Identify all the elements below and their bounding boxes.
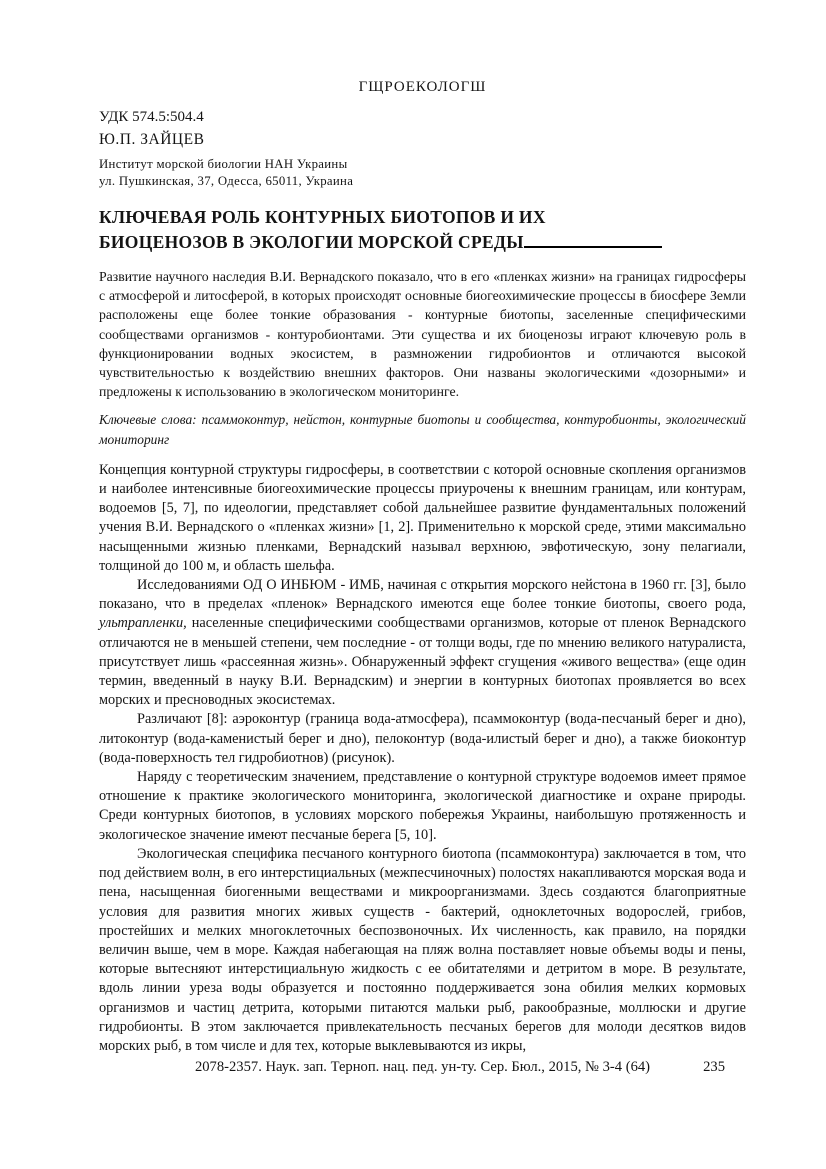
title-line-1: КЛЮЧЕВАЯ РОЛЬ КОНТУРНЫХ БИОТОПОВ И ИХ [99, 207, 546, 227]
keywords-line [99, 410, 746, 448]
affiliation-line: Институт морской биологии НАН Украины [99, 157, 348, 171]
abstract-text: Развитие научного наследия В.И. Вернадского показало, что в его «пленках жизни» на границах гидросферы с атмосферой и литосферой, в которых происходят основные биогеохимические процессы в биосфере Земли расположены еще более тонкие образования - контурные биотопы, заселенные специфическими сообществами организмов - контуробионтами. Эти существа и их биоценозы играют ключевую роль в функционировании водных экосистем, в размножении гидробионтов и отличаются высокой чувствительностью к воздействию внешних факторов. Они названы экологическими «дозорными» и предложены к использованию в экологическом мониторинге. [99, 269, 746, 400]
paragraph-sand-biotope: Экологическая специфика песчаного контурного биотопа (псаммоконтура) заключается в том, что под действием волн, в его интерстициальных (межпесчиночных) полостях накапливаются морская вода и пена, насыщенная биогенными веществами и микроорганизмами. Здесь создаются благоприятные условия для развития многих живых существ - бактерий, одноклеточных водорослей, грибов, простейших и мелких многоклеточных беспозвоночных. Их численность, как правило, на порядки величин выше, чем в море. Каждая набегающая на пляж волна поставляет новые объемы воды и пены, которые вытесняют интерстициальную жидкость с ее обитателями и детритом в море. В результате, вдоль линии уреза воды образуется и постоянно поддерживается зона обилия мелких кормовых организмов и частиц детрита, которыми питаются мальки рыб, ракообразные, моллюски и другие гидробионты. В этом заключается привлекательность песчаных берегов для молоди десятков видов морских рыб, в том числе и для тех, которые выклевываются из икры, [99, 845, 746, 1054]
article-title [99, 205, 746, 255]
page-number: 235 [703, 1059, 725, 1076]
journal-header-label: ГЩРОЕКОЛОГШ [358, 79, 487, 95]
footer-citation: 2078-2357. Наук. зап. Терноп. нац. пед. ун-ту. Сер. Бюл., 2015, № 3-4 (64) [194, 1059, 651, 1076]
title-line-2: БИОЦЕНОЗОВ В ЭКОЛОГИИ МОРСКОЙ СРЕДЫ [99, 232, 524, 252]
page-footer [99, 1058, 746, 1077]
author-name: Ю.П. ЗАЙЦЕВ [99, 131, 205, 148]
paragraph-research [99, 576, 746, 710]
udk-label: УДК 574.5:504.4 [99, 109, 204, 125]
keywords-label: Ключевые слова: [99, 412, 197, 428]
paragraph-concept: Концепция контурной структуры гидросферы, в соответствии с которой основные скопления организмов и наиболее интенсивные биогеохимические процессы приурочены к внешним границам, или контурам, водоемов [5, 7], по идеологии, представляет собой дальнейшее развитие фундаментальных положений учения В.И. Вернадского о «пленках жизни» [1, 2]. Применительно к морской среде, этими максимально насыщенными жизнью пленками, Вернадский называл верхнюю, эвфотическую, зону пелагиали, толщиной до 100 м, и область шельфа. [99, 461, 746, 574]
title-line-2-wrap [99, 230, 746, 255]
title-underline [524, 245, 662, 248]
paragraph-research-pre: Исследованиями ОД О ИНБЮМ - ИМБ, начиная с открытия морского нейстона в 1960 гг. [3], было показано, что в пределах «пленок» Вернадского имеются еще более тонкие биотопы, своего рода, [99, 577, 746, 613]
paragraph-practical-value: Наряду с теоретическим значением, представление о контурной структуре водоемов имеет прямое отношение к практике экологического мониторинга, экологической диагностике и охране природы. Среди контурных биотопов, в условиях морского побережья Украины, наибольшую протяженность и экологическое значение имеют песчаные берега [5, 10]. [99, 769, 746, 843]
address-line: ул. Пушкинская, 37, Одесса, 65011, Украина [99, 174, 354, 188]
article-body [99, 461, 746, 1056]
paragraph-contour-types: Различают [8]: аэроконтур (граница вода-атмосфера), псаммоконтур (вода-песчаный берег и дно), литоконтур (вода-каменистый берег и дно), пелоконтур (вода-илистый берег и дно), а также биоконтур (вода-поверхность тел гидробиотнов) (рисунок). [99, 711, 746, 766]
ultrafilms-term: ультрапленки, [99, 615, 187, 632]
keywords-text: псаммоконтур, нейстон, контурные биотопы и сообщества, контуробионты, экологический мониторинг [99, 412, 746, 447]
paragraph-research-post: населенные специфическими сообществами организмов, которые от пленок Вернадского отличаются не в меньшей степени, чем последние - от толщи воды, где по мнению великого натуралиста, присутствует лишь «рассеянная жизнь». Обнаруженный эффект сгущения «живого вещества» (еще один термин, введенный в науку В.И. Вернадским) и энергии в контурных биотопах проявляется во всех морских и пресноводных экосистемах. [99, 615, 746, 709]
affiliation-block [99, 156, 746, 190]
